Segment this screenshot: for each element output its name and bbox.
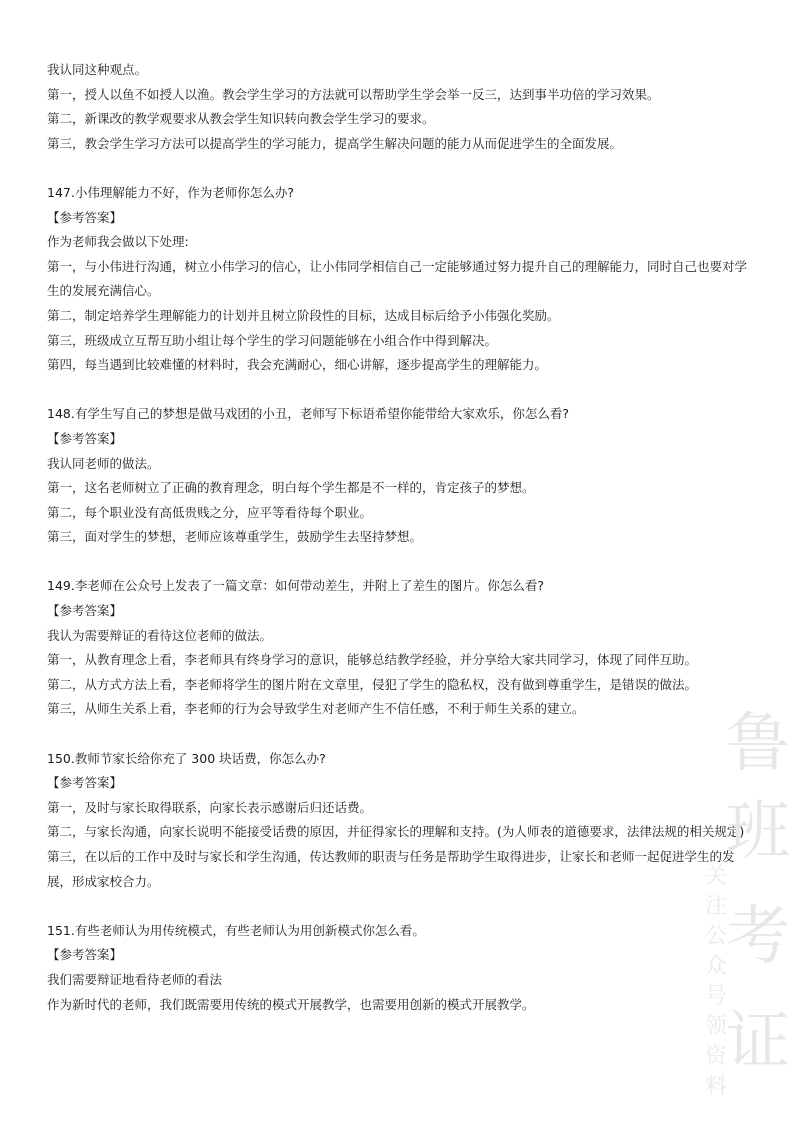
watermark-small-char: 注 <box>704 894 727 919</box>
answer-line: 第二，从方式方法上看，李老师将学生的图片附在文章里，侵犯了学生的隐私权，没有做到尊重学生，是错误的做法。 <box>47 676 698 692</box>
document-page <box>47 58 757 1017</box>
question-147 <box>47 181 757 378</box>
watermark-small-char: 关 <box>704 864 727 889</box>
intro-line: 第二，新课改的教学观要求从教会学生知识转向教会学生学习的要求。 <box>47 111 435 127</box>
answer-line: 第三，在以后的工作中及时与家长和学生沟通，传达教师的职责与任务是帮助学生取得进步，让家长和老师一起促进学生的发展，形成家校合力。 <box>47 849 735 889</box>
answer-tag: 【参考答案】 <box>47 209 123 225</box>
watermark-char: 考 <box>726 900 790 974</box>
answer-tag: 【参考答案】 <box>47 603 123 619</box>
answer-line: 第一，与小伟进行沟通，树立小伟学习的信心，让小伟同学相信自己一定能够通过努力提升自己的理解能力，同时自己也要对学生的发展充满信心。 <box>47 258 748 299</box>
answer-tag: 【参考答案】 <box>47 430 123 446</box>
watermark-small-char: 众 <box>704 954 727 979</box>
intro-block <box>47 58 757 156</box>
question-title: 151.有些老师认为用传统模式，有些老师认为用创新模式你怎么看。 <box>47 922 425 938</box>
watermark-char: 班 <box>726 795 790 869</box>
answer-tag: 【参考答案】 <box>47 775 123 791</box>
intro-line: 第三，教会学生学习方法可以提高学生的学习能力，提高学生解决问题的能力从而促进学生的全面发展。 <box>47 135 623 151</box>
question-title: 150.教师节家长给你充了 300 块话费，你怎么办? <box>47 750 326 766</box>
answer-line: 第三，面对学生的梦想，老师应该尊重学生，鼓励学生去坚持梦想。 <box>47 529 423 545</box>
watermark-small-char: 领 <box>704 1014 727 1039</box>
answer-line: 第一，这名老师树立了正确的教育理念，明白每个学生都是不一样的，肯定孩子的梦想。 <box>47 480 535 496</box>
watermark-small-char: 资 <box>704 1044 727 1069</box>
watermark-small-char: 号 <box>704 984 727 1009</box>
watermark-vertical-text <box>702 862 730 1102</box>
intro-line: 第一，授人以鱼不如授人以渔。教会学生学习的方法就可以帮助学生学会举一反三，达到事半功倍的学习效果。 <box>47 86 660 102</box>
question-151 <box>47 919 757 1017</box>
answer-line: 我认为需要辩证的看待这位老师的做法。 <box>47 627 273 643</box>
answer-line: 第二，与家长沟通，向家长说明不能接受话费的原因，并征得家长的理解和支持。(为人师表的道德要求，法律法规的相关规定) <box>47 824 745 840</box>
question-150 <box>47 747 757 895</box>
question-title: 147.小伟理解能力不好，作为老师你怎么办? <box>47 184 294 200</box>
answer-line: 第三，从师生关系上看，李老师的行为会导致学生对老师产生不信任感，不利于师生关系的建立。 <box>47 701 585 717</box>
answer-line: 第三，班级成立互帮互助小组让每个学生的学习问题能够在小组合作中得到解决。 <box>47 332 498 348</box>
question-148 <box>47 402 757 550</box>
watermark-char: 鲁 <box>726 707 790 781</box>
answer-tag: 【参考答案】 <box>47 947 123 963</box>
question-149 <box>47 574 757 722</box>
answer-line: 第二，每个职业没有高低贵贱之分，应平等看待每个职业。 <box>47 504 373 520</box>
answer-line: 第二，制定培养学生理解能力的计划并且树立阶段性的目标，达成目标后给予小伟强化奖励。 <box>47 307 560 323</box>
question-title: 148.有学生写自己的梦想是做马戏团的小丑，老师写下标语希望你能带给大家欢乐，你怎么看? <box>47 406 569 422</box>
intro-line: 我认同这种观点。 <box>47 62 148 77</box>
answer-line: 第四，每当遇到比较难懂的材料时，我会充满耐心，细心讲解，逐步提高学生的理解能力。 <box>47 357 548 373</box>
question-title: 149.李老师在公众号上发表了一篇文章：如何带动差生，并附上了差生的图片。你怎么看? <box>47 578 544 594</box>
answer-line: 我们需要辩证地看待老师的看法 <box>47 971 223 987</box>
watermark-char: 证 <box>726 1005 790 1079</box>
answer-line: 第一，及时与家长取得联系，向家长表示感谢后归还话费。 <box>47 799 373 815</box>
watermark-small-char: 料 <box>704 1074 727 1099</box>
answer-line: 第一，从教育理念上看，李老师具有终身学习的意识，能够总结教学经验，并分享给大家共同学习，体现了同伴互助。 <box>47 652 698 668</box>
watermark-small-char: 公 <box>704 924 727 949</box>
answer-line: 作为老师我会做以下处理: <box>47 234 189 250</box>
answer-line: 作为新时代的老师，我们既需要用传统的模式开展教学，也需要用创新的模式开展教学。 <box>47 996 535 1012</box>
answer-line: 我认同老师的做法。 <box>47 455 160 471</box>
